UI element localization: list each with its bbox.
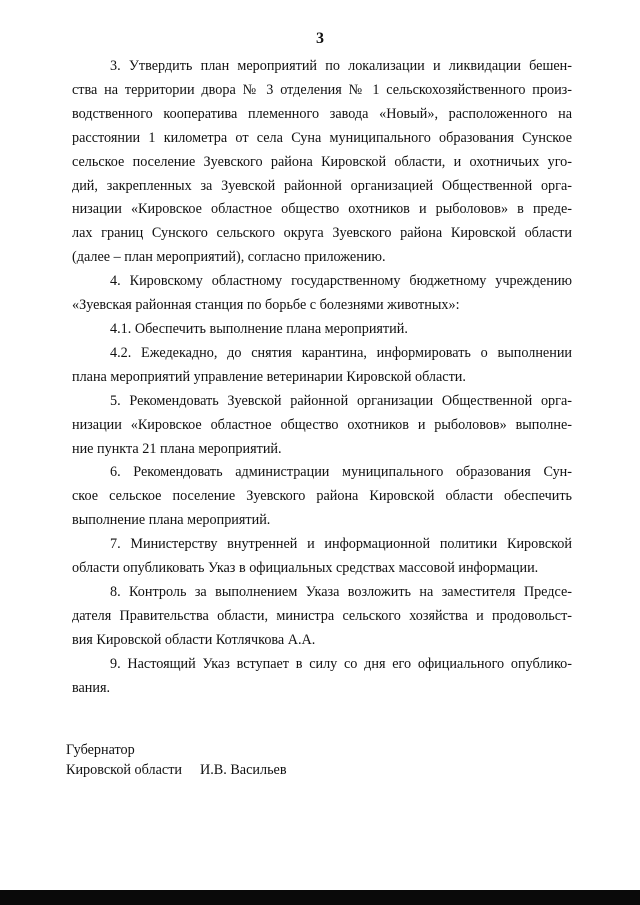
text-line: ское сельское поселение Зуевского района Кировской области обеспечить [72, 488, 572, 505]
paragraph-4-2 [72, 342, 572, 390]
text-line: 5. Рекомендовать Зуевской районной организации Общественной орга- [110, 392, 572, 409]
text-line: области опубликовать Указ в официальных средствах массовой информации. [72, 560, 539, 577]
text-line: водственного кооператива племенного завода «Новый», расположенного на [72, 105, 572, 122]
paragraph-4-station [72, 270, 572, 318]
text-line: 3. Утвердить план мероприятий по локализации и ликвидации бешен- [110, 58, 572, 74]
text-line: 7. Министерству внутренней и информационной политики Кировской [110, 536, 572, 553]
text-line: ства на территории двора № 3 отделения № 1 сельскохозяйственного произ- [72, 81, 572, 98]
paragraph-3-approve-plan [72, 55, 572, 270]
text-line: плана мероприятий управление ветеринарии Кировской области. [72, 368, 466, 385]
text-line: 4. Кировскому областному государственному бюджетному учреждению [110, 273, 572, 290]
text-line: низации «Кировское областное общество охотников и рыболовов» выполне- [72, 416, 572, 433]
text-line: вия Кировской области Котлячкова А.А. [72, 631, 316, 648]
paragraph-6-recommend-administration [72, 461, 572, 533]
text-line: 4.2. Ежедекадно, до снятия карантина, информировать о выполнении [110, 344, 572, 361]
text-line: «Зуевская районная станция по борьбе с болезнями животных»: [72, 297, 460, 314]
paragraph-7-publish [72, 533, 572, 581]
text-line: вания. [72, 679, 111, 696]
page-number: 3 [316, 30, 324, 47]
scan-bottom-border [0, 890, 640, 905]
text-line: выполнение плана мероприятий. [72, 512, 271, 529]
text-line: ние пункта 21 плана мероприятий. [72, 440, 282, 457]
signature-title-line2 [66, 760, 287, 780]
text-line: лах границ Сунского сельского округа Зуевского района Кировской области [72, 225, 572, 242]
signature-title-line1: Губернатор [66, 742, 135, 758]
text-line: сельское поселение Зуевского района Кировской области, и охотничьих уго- [72, 153, 572, 170]
signature-block [66, 740, 287, 780]
text-line: расстоянии 1 километра от села Суна муниципального образования Сунское [72, 129, 572, 146]
paragraph-8-control [72, 581, 572, 653]
paragraph-5-recommend-hunters [72, 390, 572, 462]
text-line: 6. Рекомендовать администрации муниципального образования Сун- [110, 464, 572, 481]
text-line: (далее – план мероприятий), согласно приложению. [72, 249, 386, 266]
paragraph-4-1 [72, 318, 572, 342]
text-line: 8. Контроль за выполнением Указа возложить на заместителя Предсе- [110, 583, 572, 600]
text-line: дателя Правительства области, министра сельского хозяйства и продовольст- [72, 607, 572, 624]
signature-name: И.В. Васильев [200, 762, 287, 778]
text-line: низации «Кировское областное общество охотников и рыболовов» в преде- [72, 201, 572, 218]
paragraph-9-effective-date [72, 653, 572, 701]
signature-title-region: Кировской области [66, 762, 182, 778]
document-body [72, 55, 572, 700]
text-line: 4.1. Обеспечить выполнение плана мероприятий. [110, 320, 408, 337]
text-line: 9. Настоящий Указ вступает в силу со дня его официального опублико- [110, 655, 572, 672]
text-line: дий, закрепленных за Зуевской районной организацией Общественной орга- [72, 177, 572, 194]
